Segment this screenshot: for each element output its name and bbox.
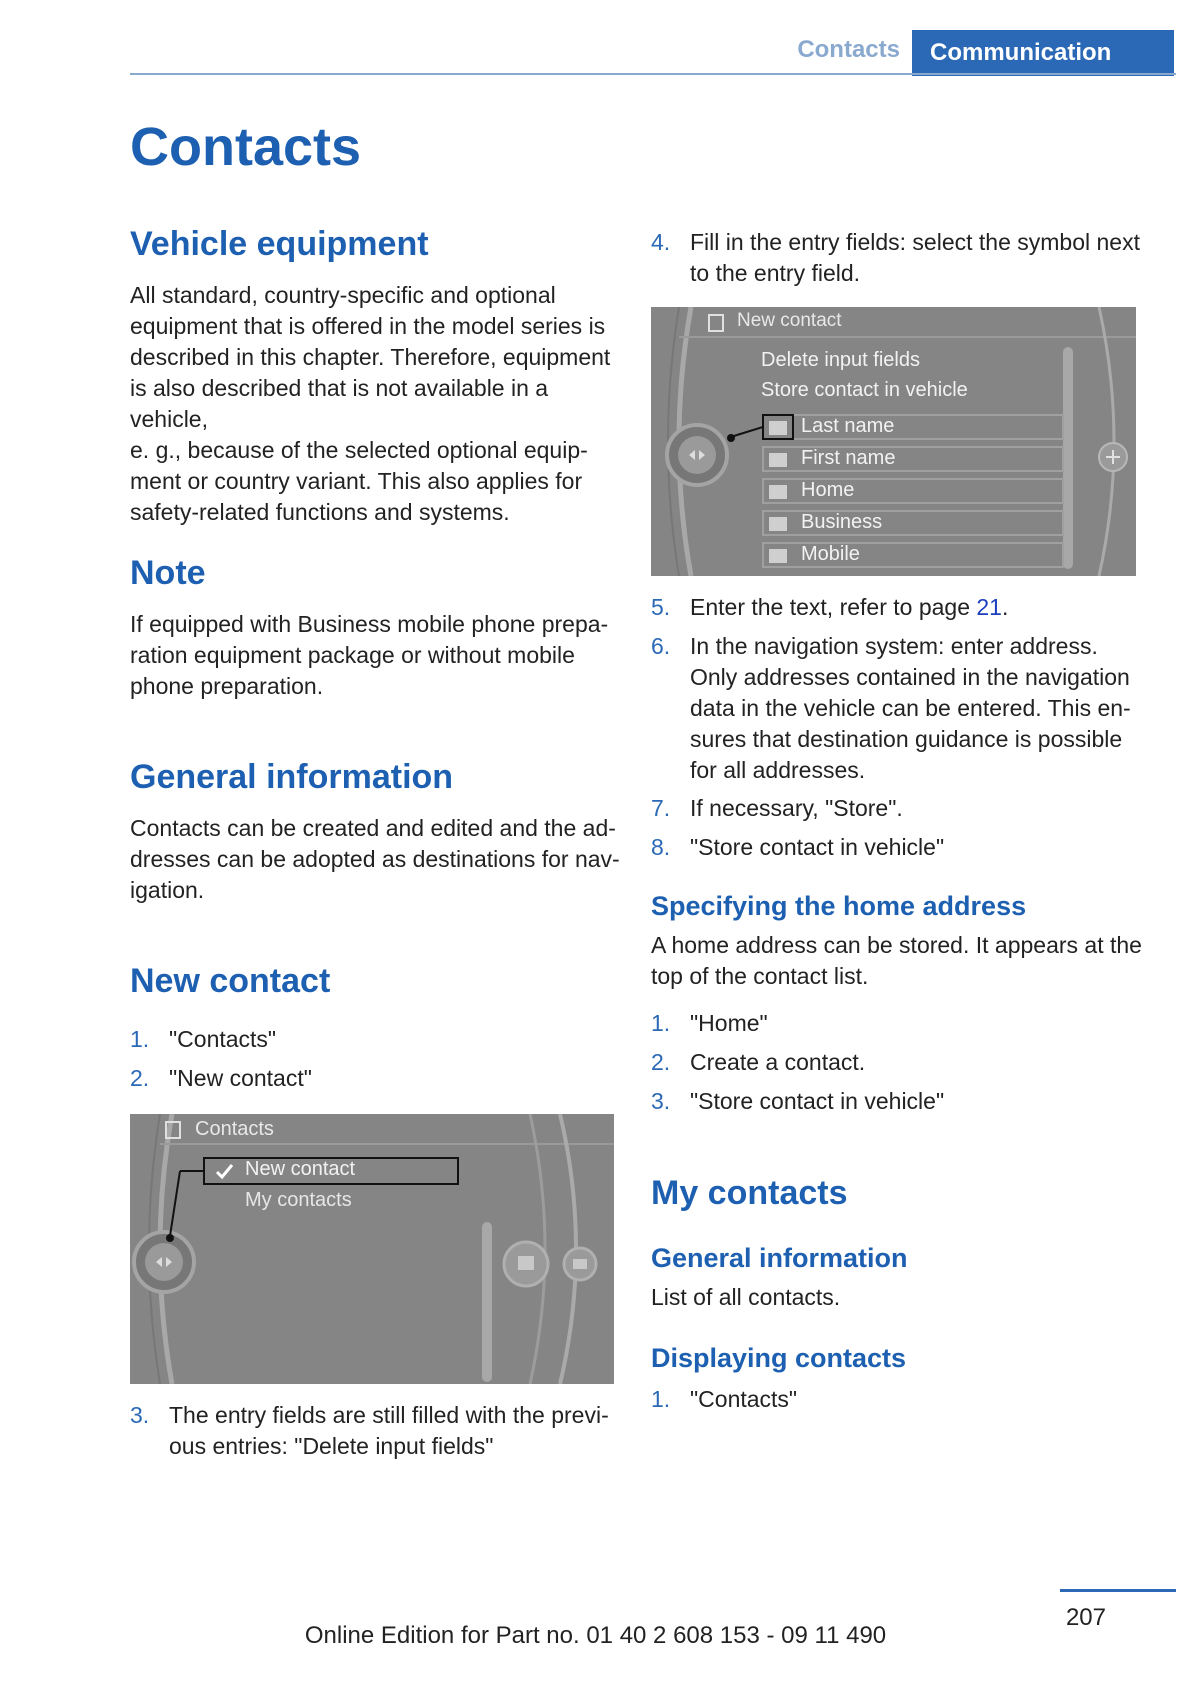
header-rule [130, 73, 1176, 75]
menu-item-new-contact: New contact [245, 1158, 356, 1180]
general-information-text: Contacts can be created and edited and the ad- dresses can be adopted as destinations for nav- igation. [130, 815, 620, 903]
field-mobile: Mobile [801, 543, 860, 565]
heading-note: Note [130, 554, 206, 592]
my-contacts-general-text: List of all contacts. [651, 1284, 841, 1310]
list-item: 6. In the navigation system: enter address. Only addresses contained in the navigation data in the vehicle can be entered. This en- sures that destination guidance is possible for all addresses. [651, 633, 1131, 783]
list-item: 1. "Home" [651, 1010, 768, 1036]
page-number: 207 [1065, 1604, 1106, 1631]
menu-item-delete-input-fields: Delete input fields [761, 349, 920, 371]
list-item: 4. Fill in the entry fields: select the symbol next to the entry field. [651, 229, 1140, 286]
screen-title: Contacts [195, 1118, 274, 1140]
heading-my-contacts-general: General information [651, 1243, 908, 1273]
menu-item-my-contacts: My contacts [245, 1189, 352, 1211]
contacts-menu-screenshot [130, 1114, 614, 1384]
contacts-menu-graphic [130, 1114, 614, 1384]
screen-title: New contact [737, 310, 842, 331]
header-section-label: Contacts [797, 36, 900, 63]
new-contact-screenshot [651, 307, 1136, 576]
heading-general-information: General information [130, 758, 454, 796]
list-item: 8. "Store contact in vehicle" [651, 834, 945, 860]
list-item: 2. Create a contact. [651, 1049, 866, 1075]
heading-displaying-contacts: Displaying contacts [651, 1343, 907, 1373]
list-item: 1. "Contacts" [651, 1386, 798, 1412]
field-business: Business [801, 511, 883, 533]
list-item: 3. "Store contact in vehicle" [651, 1088, 945, 1114]
field-first-name: First name [801, 447, 896, 469]
heading-home-address: Specifying the home address [651, 891, 1027, 921]
page-title: Contacts [130, 117, 362, 177]
page-number-rule [1060, 1589, 1176, 1592]
home-address-text: A home address can be stored. It appears at the top of the contact list. [651, 932, 1142, 989]
menu-item-store-contact: Store contact in vehicle [761, 379, 968, 401]
new-contact-graphic [651, 307, 1136, 576]
note-text: If equipped with Business mobile phone prepa- ration equipment package or without mobile phone preparation. [130, 611, 609, 699]
list-item: 1. "Contacts" [130, 1026, 277, 1052]
list-item: 3. The entry fields are still filled with the previ- ous entries: "Delete input fields" [130, 1402, 609, 1459]
field-home: Home [801, 479, 855, 501]
list-item: 2. "New contact" [130, 1065, 312, 1091]
heading-new-contact: New contact [130, 962, 331, 1000]
page-reference-link[interactable]: 21 [976, 594, 1002, 620]
footer-edition: Online Edition for Part no. 01 40 2 608 153 - 09 11 490 [304, 1622, 887, 1649]
heading-vehicle-equipment: Vehicle equipment [130, 225, 429, 263]
list-item: 5. Enter the text, refer to page 21. [651, 594, 1009, 620]
heading-my-contacts: My contacts [651, 1174, 848, 1212]
list-item: 7. If necessary, "Store". [651, 795, 903, 821]
field-last-name: Last name [801, 415, 895, 437]
header-chapter-tab: Communication [912, 30, 1174, 76]
vehicle-equipment-text: All standard, country-specific and optional equipment that is offered in the model series is described in this chapter. Therefore, equipment is also described that is not available in a vehicle, e. g., because of the selected optional equip- ment or country variant. This also applies for safety-related functions and systems. [130, 282, 611, 525]
